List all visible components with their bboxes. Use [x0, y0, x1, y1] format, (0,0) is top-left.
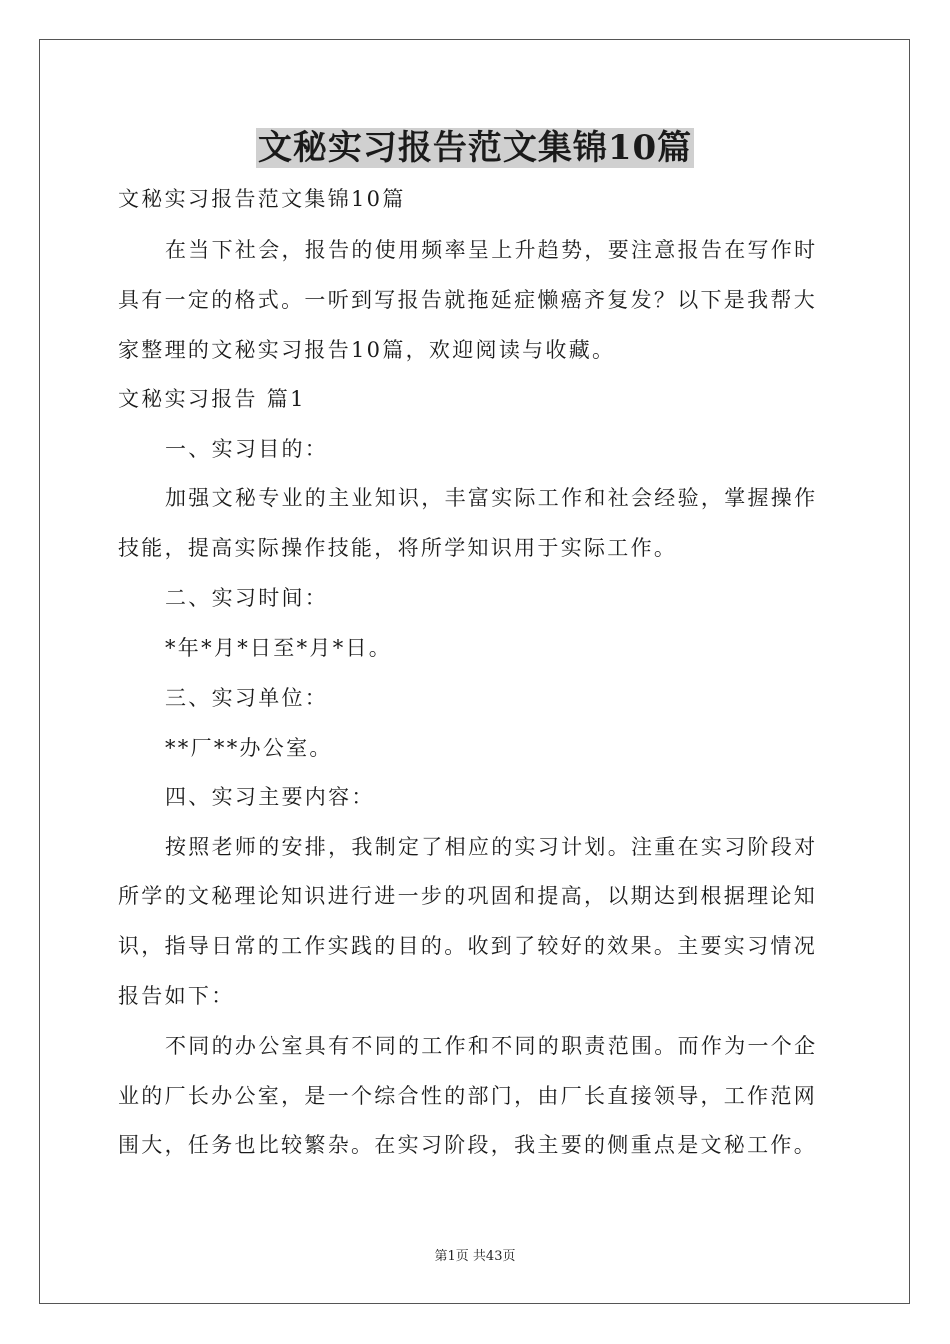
page-number-text: 第1页 共43页 — [434, 1249, 516, 1264]
subtitle-line: 文秘实习报告范文集锦10篇 — [118, 187, 406, 211]
paragraph-line: 技能，提高实际操作技能，将所学知识用于实际工作。 — [118, 536, 678, 560]
paragraph-line: **厂**办公室。 — [165, 736, 333, 760]
document-title-text: 文秘实习报告范文集锦10篇 — [257, 128, 693, 168]
paragraph-line: 不同的办公室具有不同的工作和不同的职责范围。而作为一个企 — [165, 1034, 818, 1058]
subheading-line: 四、实习主要内容： — [165, 785, 375, 809]
paragraph-line: 识，指导日常的工作实践的目的。收到了较好的效果。主要实习情况 — [118, 934, 817, 958]
subheading-line: 二、实习时间： — [165, 586, 329, 610]
subheading-line: 一、实习目的： — [165, 437, 329, 461]
section-heading: 文秘实习报告 篇1 — [118, 387, 306, 411]
paragraph-line: 按照老师的安排，我制定了相应的实习计划。注重在实习阶段对 — [165, 835, 818, 859]
paragraph-line: 报告如下： — [118, 984, 235, 1008]
paragraph-line: 家整理的文秘实习报告10篇，欢迎阅读与收藏。 — [118, 338, 616, 362]
subheading-line: 三、实习单位： — [165, 686, 329, 710]
paragraph-line: 加强文秘专业的主业知识，丰富实际工作和社会经验，掌握操作 — [165, 486, 818, 510]
page-border — [39, 39, 910, 1304]
paragraph-line: 具有一定的格式。一听到写报告就拖延症懒癌齐复发？以下是我帮大 — [118, 288, 817, 312]
page-footer — [0, 1248, 950, 1266]
paragraph-line: *年*月*日至*月*日。 — [165, 636, 393, 660]
paragraph-line: 在当下社会，报告的使用频率呈上升趋势，要注意报告在写作时 — [165, 238, 818, 262]
paragraph-line: 所学的文秘理论知识进行进一步的巩固和提高，以期达到根据理论知 — [118, 884, 817, 908]
document-title — [0, 126, 950, 170]
paragraph-line: 围大，任务也比较繁杂。在实习阶段，我主要的侧重点是文秘工作。 — [118, 1133, 817, 1157]
paragraph-line: 业的厂长办公室，是一个综合性的部门，由厂长直接领导，工作范网 — [118, 1084, 817, 1108]
